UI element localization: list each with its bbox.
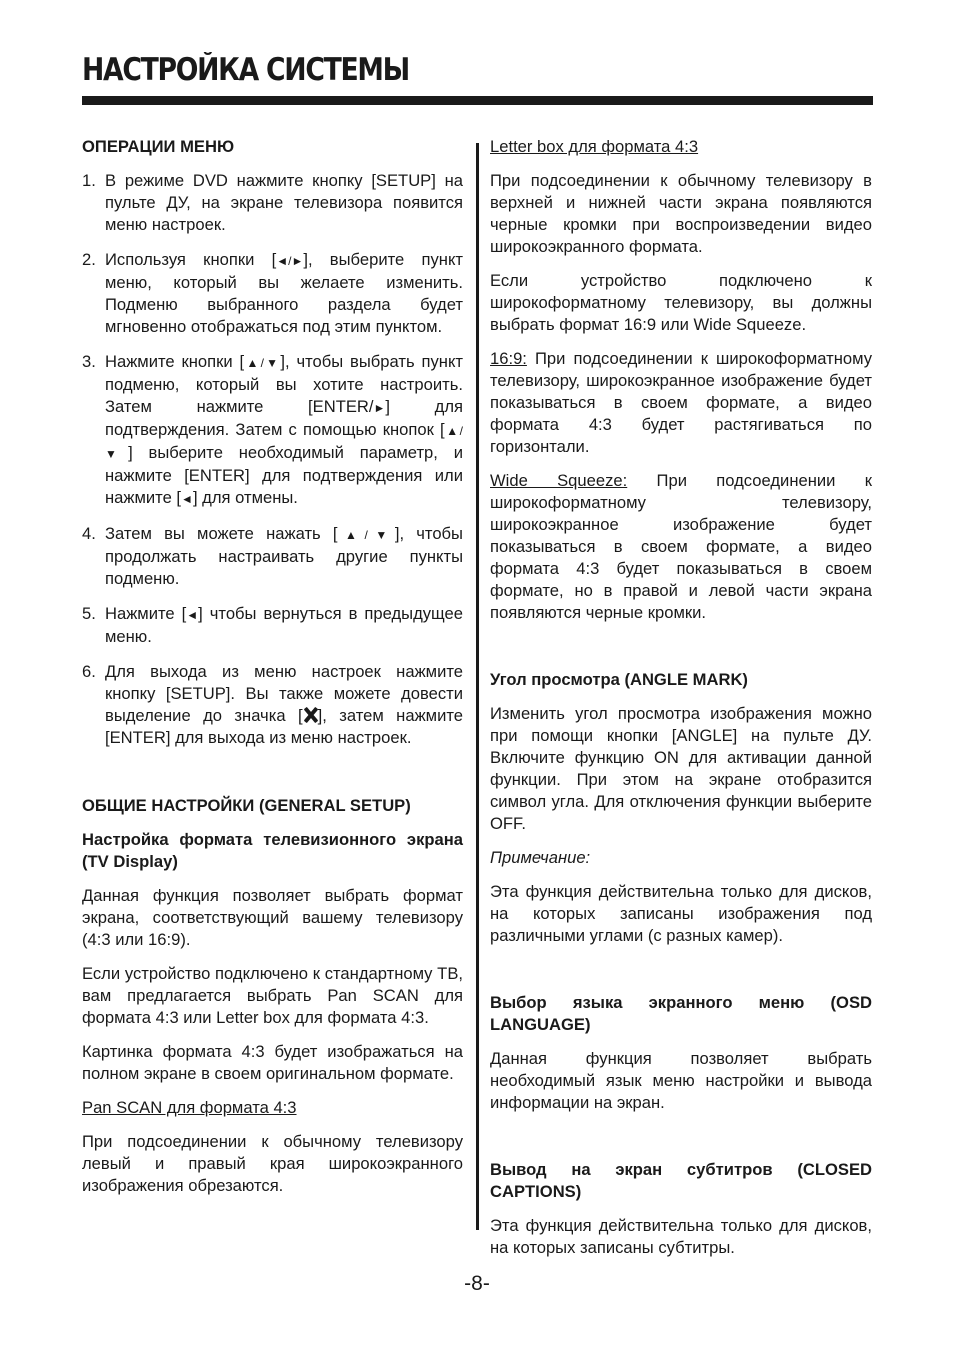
- letterbox-text: При подсоединении к обычному телевизору в верхней и нижней части экрана появляются черные кромки при воспроизведении видео широкоэкранного формата.: [490, 171, 872, 256]
- up-down-arrows-icon: ▲/▼: [337, 528, 395, 542]
- item-number: 3.: [82, 352, 96, 371]
- close-icon: [303, 706, 318, 724]
- list-item: [82, 170, 463, 236]
- item-text: ] для отмены.: [192, 488, 298, 507]
- item-text: ], чтобы выбрать пункт подменю, который вы хотите настроить. Затем нажмите [ENTER/: [105, 352, 463, 416]
- tv-display-heading: Настройка формата телевизионного экрана (TV Display): [82, 830, 463, 871]
- wide-squeeze-label: Wide Squeeze:: [490, 471, 628, 490]
- item-number: 4.: [82, 524, 96, 543]
- item-text: ] чтобы вернуться в предыдущее меню.: [105, 604, 463, 646]
- page-number: -8-: [464, 1272, 490, 1295]
- note-label: Примечание:: [490, 848, 591, 867]
- left-right-arrows-icon: ◄/►: [276, 254, 304, 268]
- format-169-text: При подсоединении к широкоформатному телевизору, широкоэкранное изображение будет показываться в своем формате, а видео формата 4:3 будет растягиваться по горизонтали.: [490, 349, 872, 456]
- wide-squeeze-paragraph: [490, 470, 872, 624]
- left-arrow-icon: ◄: [181, 492, 193, 506]
- item-text: ], выберите пункт меню, который вы желаете изменить. Подменю выбранного раздела будет мгновенно отображаться под этим пунктом.: [105, 250, 463, 336]
- item-number: 1.: [82, 171, 96, 190]
- angle-text: Изменить угол просмотра изображения можно при помощи кнопки [ANGLE] на пульте ДУ. Включите функцию ON для активации данной функции. При этом на экране отобразится символ угла. Для отключения функции выберите OFF.: [490, 704, 872, 833]
- item-text: Используя кнопки [: [105, 250, 277, 269]
- item-text: Нажмите [: [105, 604, 187, 623]
- item-number: 5.: [82, 604, 96, 623]
- page-title: НАСТРОЙКА СИСТЕМЫ: [82, 52, 409, 88]
- cc-heading: Вывод на экран субтитров (CLOSED CAPTIONS): [490, 1160, 872, 1201]
- item-text: В режиме DVD нажмите кнопку [SETUP] на пульте ДУ, на экране телевизора появится меню настроек.: [105, 171, 463, 234]
- item-number: 6.: [82, 662, 96, 681]
- osd-text: Данная функция позволяет выбрать необходимый язык меню настройки и вывода информации на экран.: [490, 1049, 872, 1112]
- item-text: ] для подтверждения. Затем с помощью кнопок [: [105, 397, 463, 439]
- right-arrow-icon: ►: [373, 401, 386, 415]
- list-item: [82, 351, 463, 510]
- list-item: [82, 249, 463, 338]
- up-down-arrows-icon: ▲/▼: [105, 424, 463, 461]
- title-rule: [82, 96, 873, 105]
- note-text: Эта функция действительна только для дисков, на которых записаны изображения под различными углами (с разных камер).: [490, 882, 872, 945]
- up-down-arrows-icon: ▲/▼: [244, 356, 281, 370]
- item-text: ], затем нажмите [ENTER] для выхода из меню настроек.: [105, 706, 463, 747]
- general-setup-heading: ОБЩИЕ НАСТРОЙКИ (GENERAL SETUP): [82, 796, 411, 815]
- left-arrow-icon: ◄: [186, 608, 199, 622]
- wide-squeeze-text: При подсоединении к широкоформатному телевизору, широкоэкранное изображение будет показываться в своем формате, а видео формата 4:3 будет показываться в своем формате, но в правой и левой части экрана появляются черные кромки.: [490, 471, 872, 622]
- column-divider: [476, 143, 479, 1230]
- format-169-paragraph: [490, 348, 872, 458]
- osd-heading: Выбор языка экранного меню (OSD LANGUAGE): [490, 993, 872, 1034]
- full-screen-text: Картинка формата 4:3 будет изображаться на полном экране в своем оригинальном формате.: [82, 1042, 463, 1083]
- tv-display-intro: Данная функция позволяет выбрать формат экрана, соответствующий вашему телевизору (4:3 или 16:9).: [82, 886, 463, 949]
- list-item: [82, 523, 463, 590]
- pan-scan-title: Pan SCAN для формата 4:3: [82, 1098, 297, 1117]
- angle-heading: Угол просмотра (ANGLE MARK): [490, 670, 748, 689]
- item-text: ], чтобы продолжать настраивать другие пункты подменю.: [105, 524, 463, 588]
- list-item: [82, 661, 463, 749]
- widescreen-text: Если устройство подключено к широкоформатному телевизору, вы должны выбрать формат 16:9 или Wide Squeeze.: [490, 271, 872, 334]
- menu-ops-heading: ОПЕРАЦИИ МЕНЮ: [82, 137, 235, 156]
- pan-scan-text: При подсоединении к обычному телевизору левый и правый края широкоэкранного изображения обрезаются.: [82, 1132, 463, 1195]
- item-text: Для выхода из меню настроек нажмите кнопку [SETUP]. Вы также можете довести выделение до значка [: [105, 662, 463, 725]
- standard-tv-text: Если устройство подключено к стандартному ТВ, вам предлагается выбрать Pan SCAN для формата 4:3 или Letter box для формата 4:3.: [82, 964, 463, 1027]
- item-text: Затем вы можете нажать [: [105, 524, 338, 543]
- cc-text: Эта функция действительна только для дисков, на которых записаны субтитры.: [490, 1216, 872, 1257]
- item-text: Нажмите кнопки [: [105, 352, 245, 371]
- right-column: [490, 136, 872, 1271]
- item-number: 2.: [82, 250, 96, 269]
- format-169-label: 16:9:: [490, 349, 527, 368]
- menu-ops-list: [82, 170, 463, 749]
- list-item: [82, 603, 463, 648]
- letterbox-title: Letter box для формата 4:3: [490, 137, 699, 156]
- left-column: [82, 136, 463, 1209]
- item-text: ] выберите необходимый параметр, и нажмите [ENTER] для подтверждения или нажмите [: [105, 443, 463, 507]
